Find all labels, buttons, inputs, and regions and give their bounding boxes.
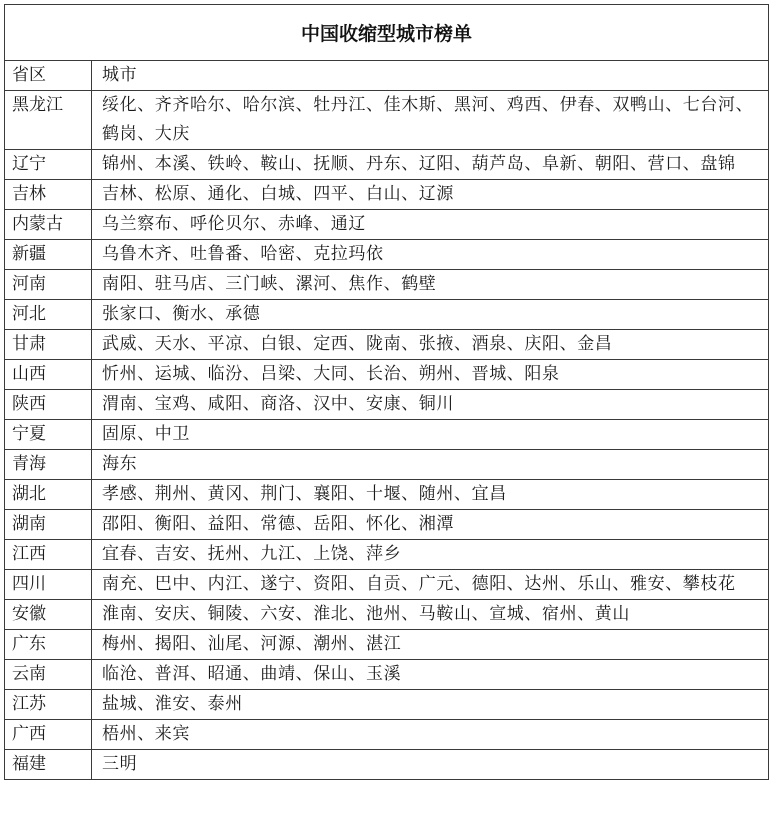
cities-cell: 梧州、来宾 bbox=[92, 720, 769, 750]
province-cell: 广西 bbox=[5, 720, 92, 750]
table-row bbox=[5, 540, 769, 570]
column-header-province: 省区 bbox=[5, 61, 92, 91]
cities-cell: 吉林、松原、通化、白城、四平、白山、辽源 bbox=[92, 180, 769, 210]
province-cell: 湖南 bbox=[5, 510, 92, 540]
province-cell: 福建 bbox=[5, 750, 92, 780]
table-row bbox=[5, 720, 769, 750]
cities-cell: 忻州、运城、临汾、吕梁、大同、长治、朔州、晋城、阳泉 bbox=[92, 360, 769, 390]
cities-cell: 南充、巴中、内江、遂宁、资阳、自贡、广元、德阳、达州、乐山、雅安、攀枝花 bbox=[92, 570, 769, 600]
cities-cell: 邵阳、衡阳、益阳、常德、岳阳、怀化、湘潭 bbox=[92, 510, 769, 540]
table-row bbox=[5, 240, 769, 270]
column-header-cities: 城市 bbox=[92, 61, 769, 91]
cities-cell: 海东 bbox=[92, 450, 769, 480]
table-row bbox=[5, 180, 769, 210]
header-row bbox=[5, 61, 769, 91]
table-row bbox=[5, 480, 769, 510]
table-row bbox=[5, 270, 769, 300]
table-row bbox=[5, 750, 769, 780]
cities-cell: 绥化、齐齐哈尔、哈尔滨、牡丹江、佳木斯、黑河、鸡西、伊春、双鸭山、七台河、鹤岗、大庆 bbox=[92, 91, 769, 150]
province-cell: 陕西 bbox=[5, 390, 92, 420]
table-row bbox=[5, 600, 769, 630]
table-row bbox=[5, 660, 769, 690]
shrinking-cities-table-container bbox=[4, 4, 768, 780]
cities-cell: 固原、中卫 bbox=[92, 420, 769, 450]
cities-cell: 宜春、吉安、抚州、九江、上饶、萍乡 bbox=[92, 540, 769, 570]
province-cell: 宁夏 bbox=[5, 420, 92, 450]
province-cell: 青海 bbox=[5, 450, 92, 480]
table-row bbox=[5, 690, 769, 720]
table-title: 中国收缩型城市榜单 bbox=[5, 5, 769, 61]
cities-cell: 三明 bbox=[92, 750, 769, 780]
cities-cell: 梅州、揭阳、汕尾、河源、潮州、湛江 bbox=[92, 630, 769, 660]
province-cell: 新疆 bbox=[5, 240, 92, 270]
table-row bbox=[5, 630, 769, 660]
cities-cell: 乌鲁木齐、吐鲁番、哈密、克拉玛依 bbox=[92, 240, 769, 270]
table-row bbox=[5, 420, 769, 450]
shrinking-cities-table bbox=[4, 4, 769, 780]
province-cell: 内蒙古 bbox=[5, 210, 92, 240]
cities-cell: 张家口、衡水、承德 bbox=[92, 300, 769, 330]
cities-cell: 锦州、本溪、铁岭、鞍山、抚顺、丹东、辽阳、葫芦岛、阜新、朝阳、营口、盘锦 bbox=[92, 150, 769, 180]
table-row bbox=[5, 150, 769, 180]
cities-cell: 南阳、驻马店、三门峡、漯河、焦作、鹤壁 bbox=[92, 270, 769, 300]
cities-cell: 孝感、荆州、黄冈、荆门、襄阳、十堰、随州、宜昌 bbox=[92, 480, 769, 510]
province-cell: 四川 bbox=[5, 570, 92, 600]
table-row bbox=[5, 360, 769, 390]
cities-cell: 盐城、淮安、泰州 bbox=[92, 690, 769, 720]
cities-cell: 乌兰察布、呼伦贝尔、赤峰、通辽 bbox=[92, 210, 769, 240]
cities-cell: 武威、天水、平凉、白银、定西、陇南、张掖、酒泉、庆阳、金昌 bbox=[92, 330, 769, 360]
table-row bbox=[5, 91, 769, 150]
province-cell: 江苏 bbox=[5, 690, 92, 720]
table-row bbox=[5, 570, 769, 600]
province-cell: 河北 bbox=[5, 300, 92, 330]
table-row bbox=[5, 450, 769, 480]
table-row bbox=[5, 300, 769, 330]
cities-cell: 淮南、安庆、铜陵、六安、淮北、池州、马鞍山、宣城、宿州、黄山 bbox=[92, 600, 769, 630]
province-cell: 广东 bbox=[5, 630, 92, 660]
table-row bbox=[5, 510, 769, 540]
province-cell: 河南 bbox=[5, 270, 92, 300]
province-cell: 安徽 bbox=[5, 600, 92, 630]
province-cell: 山西 bbox=[5, 360, 92, 390]
table-row bbox=[5, 390, 769, 420]
province-cell: 甘肃 bbox=[5, 330, 92, 360]
title-row bbox=[5, 5, 769, 61]
table-row bbox=[5, 210, 769, 240]
province-cell: 云南 bbox=[5, 660, 92, 690]
cities-cell: 临沧、普洱、昭通、曲靖、保山、玉溪 bbox=[92, 660, 769, 690]
province-cell: 湖北 bbox=[5, 480, 92, 510]
province-cell: 江西 bbox=[5, 540, 92, 570]
province-cell: 辽宁 bbox=[5, 150, 92, 180]
cities-cell: 渭南、宝鸡、咸阳、商洛、汉中、安康、铜川 bbox=[92, 390, 769, 420]
province-cell: 吉林 bbox=[5, 180, 92, 210]
province-cell: 黑龙江 bbox=[5, 91, 92, 150]
table-row bbox=[5, 330, 769, 360]
